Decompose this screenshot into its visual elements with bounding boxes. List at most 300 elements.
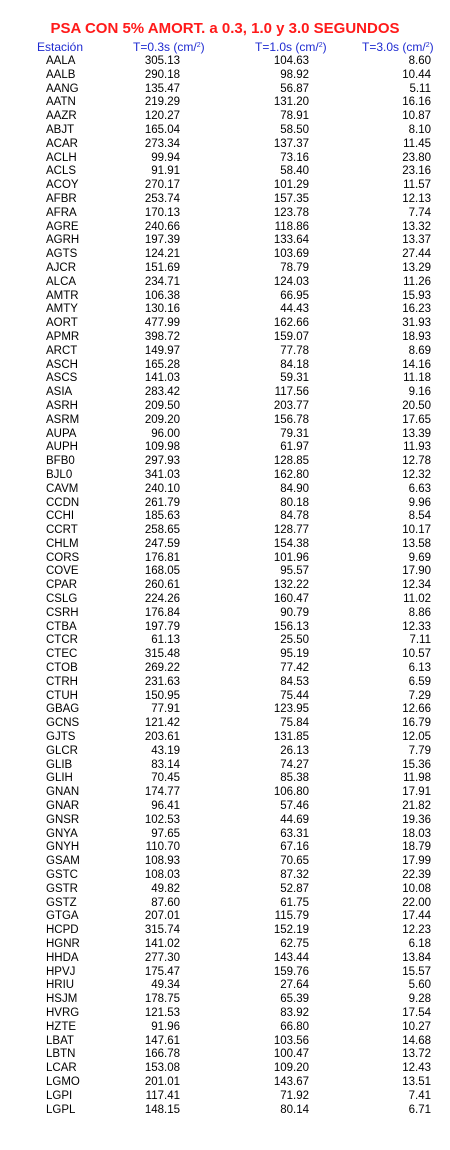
t10-value-cell: 203.77: [273, 399, 309, 412]
station-cell: HPVJ: [46, 965, 76, 978]
t30-value-cell: 8.54: [408, 510, 431, 523]
t30-value-cell: 27.44: [402, 248, 431, 261]
table-row: [0, 593, 450, 607]
t03-value-cell: 178.75: [144, 993, 180, 1006]
t30-value-cell: 8.60: [408, 55, 431, 67]
t30-value-cell: 22.00: [402, 896, 431, 909]
station-cell: GNYH: [46, 841, 80, 854]
t30-value-cell: 13.32: [402, 220, 431, 233]
station-cell: GNYA: [46, 827, 78, 840]
t30-value-cell: 11.02: [403, 593, 431, 606]
t10-value-cell: 156.13: [273, 620, 309, 633]
station-cell: AUPA: [46, 427, 77, 440]
t30-value-cell: 9.69: [408, 551, 431, 564]
table-row: [0, 731, 450, 745]
t10-value-cell: 101.29: [273, 179, 309, 192]
station-cell: HVRG: [46, 1006, 80, 1019]
table-row: [0, 759, 450, 773]
t10-value-cell: 98.92: [280, 68, 309, 81]
table-row: [0, 772, 450, 786]
station-cell: ALCA: [46, 275, 77, 288]
t03-value-cell: 165.28: [144, 358, 180, 371]
t30-value-cell: 7.74: [408, 206, 431, 219]
table-row: [0, 372, 450, 386]
t03-value-cell: 176.81: [144, 551, 180, 564]
t03-value-cell: 130.16: [144, 303, 180, 316]
t30-value-cell: 10.08: [402, 882, 431, 895]
t30-value-cell: 12.13: [402, 192, 431, 205]
t10-value-cell: 123.95: [273, 703, 309, 716]
table-row: [0, 1090, 450, 1104]
table-row: [0, 262, 450, 276]
t30-value-cell: 18.79: [402, 841, 431, 854]
t10-value-cell: 84.53: [280, 675, 309, 688]
t03-value-cell: 253.74: [144, 192, 180, 205]
t30-value-cell: 13.51: [402, 1075, 431, 1088]
t30-value-cell: 11.98: [403, 772, 431, 785]
t03-value-cell: 261.79: [144, 496, 180, 509]
table-row: [0, 83, 450, 97]
station-cell: GSTC: [46, 869, 78, 882]
t30-value-cell: 12.33: [402, 620, 431, 633]
t30-value-cell: 13.29: [402, 261, 431, 274]
t10-value-cell: 80.14: [280, 1103, 309, 1116]
table-row: [0, 690, 450, 704]
t10-value-cell: 159.07: [273, 330, 309, 343]
t10-value-cell: 66.80: [280, 1020, 309, 1033]
t30-value-cell: 17.65: [402, 413, 431, 426]
table-row: [0, 814, 450, 828]
station-cell: GSAM: [46, 855, 80, 868]
t30-value-cell: 15.93: [402, 289, 431, 302]
table-row: [0, 952, 450, 966]
t30-value-cell: 5.60: [408, 979, 431, 992]
t03-value-cell: 121.53: [144, 1006, 180, 1019]
t10-value-cell: 143.67: [273, 1075, 309, 1088]
station-cell: GLIB: [46, 758, 73, 771]
t10-value-cell: 63.31: [280, 827, 309, 840]
t03-value-cell: 99.94: [151, 151, 180, 164]
station-cell: CSRH: [46, 606, 79, 619]
table-row: [0, 648, 450, 662]
station-cell: LGPL: [46, 1103, 76, 1116]
t10-value-cell: 79.31: [280, 427, 309, 440]
t10-value-cell: 128.85: [273, 455, 309, 468]
station-cell: LBAT: [46, 1034, 74, 1047]
t10-value-cell: 61.97: [280, 441, 309, 454]
table-row: [0, 855, 450, 869]
table-row: [0, 993, 450, 1007]
t30-value-cell: 31.93: [402, 317, 431, 330]
table-row: [0, 455, 450, 469]
t30-value-cell: 21.82: [402, 800, 431, 813]
t10-value-cell: 71.92: [280, 1089, 309, 1102]
t30-value-cell: 6.63: [408, 482, 431, 495]
t10-value-cell: 128.77: [273, 524, 309, 537]
t03-value-cell: 477.99: [144, 317, 180, 330]
t03-value-cell: 185.63: [144, 510, 180, 523]
station-cell: CAVM: [46, 482, 79, 495]
station-cell: BFB0: [46, 455, 75, 468]
table-row: [0, 234, 450, 248]
t10-value-cell: 66.95: [280, 289, 309, 302]
table-row: [0, 469, 450, 483]
t30-value-cell: 14.68: [402, 1034, 431, 1047]
table-row: [0, 331, 450, 345]
t30-value-cell: 12.78: [402, 455, 431, 468]
station-cell: CORS: [46, 551, 80, 564]
table-row: [0, 165, 450, 179]
t10-value-cell: 103.69: [273, 248, 309, 261]
t10-value-cell: 160.47: [273, 593, 309, 606]
t30-value-cell: 17.54: [402, 1006, 431, 1019]
table-row: [0, 303, 450, 317]
t30-value-cell: 17.90: [402, 565, 431, 578]
t03-value-cell: 234.71: [144, 275, 180, 288]
t03-value-cell: 168.05: [144, 565, 180, 578]
t30-value-cell: 8.10: [408, 123, 431, 136]
table-row: [0, 883, 450, 897]
t10-value-cell: 58.40: [280, 165, 309, 178]
table-row: [0, 193, 450, 207]
t30-value-cell: 18.93: [402, 330, 431, 343]
station-cell: ABJT: [46, 123, 75, 136]
t30-value-cell: 14.16: [402, 358, 431, 371]
station-cell: ASRH: [46, 399, 78, 412]
t30-value-cell: 12.43: [402, 1062, 431, 1075]
table-row: [0, 662, 450, 676]
table-row: [0, 1104, 450, 1118]
table-row: [0, 290, 450, 304]
t10-value-cell: 84.18: [280, 358, 309, 371]
t30-value-cell: 12.34: [402, 579, 431, 592]
table-row: [0, 869, 450, 883]
station-cell: COVE: [46, 565, 79, 578]
station-cell: AGTS: [46, 248, 78, 261]
t10-value-cell: 154.38: [273, 537, 309, 550]
t10-value-cell: 117.56: [274, 386, 309, 399]
table-row: [0, 634, 450, 648]
t10-value-cell: 84.78: [280, 510, 309, 523]
station-cell: AFBR: [46, 192, 77, 205]
t30-value-cell: 16.16: [402, 96, 431, 109]
t30-value-cell: 13.39: [402, 427, 431, 440]
station-cell: ASCH: [46, 358, 78, 371]
table-row: [0, 607, 450, 621]
t03-value-cell: 49.34: [151, 979, 180, 992]
station-cell: ACOY: [46, 179, 79, 192]
station-cell: ARCT: [46, 344, 78, 357]
station-column-header: Estación: [37, 40, 84, 54]
station-cell: AORT: [46, 317, 78, 330]
station-cell: CCRT: [46, 524, 78, 537]
t10-value-cell: 56.87: [280, 82, 309, 95]
t10-value-cell: 57.46: [280, 800, 309, 813]
station-cell: CTCR: [46, 634, 78, 647]
t03-value-cell: 175.47: [144, 965, 180, 978]
station-cell: AATN: [46, 96, 76, 109]
t30-value-cell: 13.84: [402, 951, 431, 964]
station-cell: ASIA: [46, 386, 73, 399]
t03-value-cell: 109.98: [144, 441, 180, 454]
table-row: [0, 441, 450, 455]
table-row: [0, 966, 450, 980]
t10-value-cell: 70.65: [280, 855, 309, 868]
t30-value-cell: 11.45: [403, 137, 431, 150]
t30-value-cell: 19.36: [402, 813, 431, 826]
station-cell: CTUH: [46, 689, 78, 702]
station-cell: CTOB: [46, 662, 78, 675]
t30-value-cell: 8.86: [408, 606, 431, 619]
t30-value-cell: 13.58: [402, 537, 431, 550]
t30-value-cell: 20.50: [402, 399, 431, 412]
t30-value-cell: 6.59: [408, 675, 431, 688]
table-row: [0, 800, 450, 814]
station-cell: GLIH: [46, 772, 73, 785]
t03-value-cell: 219.29: [144, 96, 180, 109]
t03-value-cell: 150.95: [144, 689, 180, 702]
station-cell: GSTZ: [46, 896, 77, 909]
t30-value-cell: 10.44: [402, 68, 431, 81]
station-cell: BJL0: [46, 468, 73, 481]
station-cell: HRIU: [46, 979, 75, 992]
t10-value-cell: 58.50: [280, 123, 309, 136]
t30-value-cell: 6.71: [408, 1103, 431, 1116]
t03-value-cell: 149.97: [144, 344, 180, 357]
table-row: [0, 386, 450, 400]
t03-value-cell: 141.03: [144, 372, 180, 385]
t03-value-cell: 151.69: [144, 261, 180, 274]
t03-value-cell: 120.27: [144, 110, 180, 123]
t10-value-cell: 101.96: [273, 551, 309, 564]
t10-value-cell: 132.22: [273, 579, 309, 592]
table-row: [0, 938, 450, 952]
station-cell: AMTY: [46, 303, 78, 316]
t10-value-cell: 26.13: [280, 744, 309, 757]
t10-value-cell: 137.37: [273, 137, 309, 150]
t03-value-cell: 258.65: [144, 524, 180, 537]
t03-value-cell: 277.30: [144, 951, 180, 964]
t03-value-cell: 273.34: [144, 137, 180, 150]
table-row: [0, 510, 450, 524]
t03-column-header: T=0.3s (cm/$^2$): [133, 40, 205, 54]
t30-column-header: T=3.0s (cm/$^2$): [362, 40, 434, 54]
t30-value-cell: 10.27: [402, 1020, 431, 1033]
t03-value-cell: 209.50: [144, 399, 180, 412]
table-row: [0, 207, 450, 221]
station-cell: CTEC: [46, 648, 78, 661]
t30-value-cell: 11.26: [403, 275, 431, 288]
t03-value-cell: 91.91: [151, 165, 180, 178]
station-cell: CHLM: [46, 537, 79, 550]
station-cell: AAZR: [46, 110, 77, 123]
t10-value-cell: 83.92: [280, 1006, 309, 1019]
t10-value-cell: 162.66: [273, 317, 309, 330]
table-row: [0, 897, 450, 911]
t03-value-cell: 91.96: [151, 1020, 180, 1033]
t03-value-cell: 398.72: [144, 330, 180, 343]
t03-value-cell: 283.42: [144, 386, 180, 399]
t30-value-cell: 10.17: [402, 524, 431, 537]
table-row: [0, 524, 450, 538]
t10-value-cell: 95.57: [280, 565, 309, 578]
station-cell: GNAR: [46, 800, 80, 813]
t30-value-cell: 6.13: [408, 662, 431, 675]
t10-value-cell: 95.19: [280, 648, 309, 661]
t10-value-cell: 152.19: [273, 924, 309, 937]
table-row: [0, 317, 450, 331]
table-row: [0, 1076, 450, 1090]
table-row: [0, 841, 450, 855]
t10-value-cell: 80.18: [280, 496, 309, 509]
table-row: [0, 248, 450, 262]
t03-value-cell: 108.03: [144, 869, 180, 882]
station-cell: LGMO: [46, 1075, 80, 1088]
table-row: [0, 152, 450, 166]
t30-value-cell: 6.18: [408, 938, 431, 950]
t03-value-cell: 83.14: [151, 758, 180, 771]
t30-value-cell: 23.80: [402, 151, 431, 164]
t10-column-header: T=1.0s (cm/$^2$): [255, 40, 327, 54]
t10-value-cell: 118.86: [274, 220, 309, 233]
t10-value-cell: 27.64: [280, 979, 309, 992]
table-row: [0, 786, 450, 800]
t03-value-cell: 174.77: [144, 786, 180, 799]
table-row: [0, 979, 450, 993]
t03-value-cell: 224.26: [144, 593, 180, 606]
t10-value-cell: 61.75: [280, 896, 309, 909]
table-row: [0, 924, 450, 938]
t10-value-cell: 87.32: [280, 869, 309, 882]
t10-value-cell: 156.78: [273, 413, 309, 426]
t03-value-cell: 49.82: [151, 882, 180, 895]
t03-value-cell: 341.03: [144, 468, 180, 481]
t30-value-cell: 10.57: [402, 648, 431, 661]
t10-value-cell: 67.16: [280, 841, 309, 854]
t03-value-cell: 203.61: [144, 731, 180, 744]
t03-value-cell: 108.93: [144, 855, 180, 868]
station-cell: CCDN: [46, 496, 80, 509]
t30-value-cell: 5.11: [409, 82, 431, 95]
t03-value-cell: 77.91: [151, 703, 180, 716]
t30-value-cell: 18.03: [402, 827, 431, 840]
t30-value-cell: 17.99: [402, 855, 431, 868]
station-cell: AUPH: [46, 441, 78, 454]
station-cell: ASRM: [46, 413, 80, 426]
t03-value-cell: 269.22: [144, 662, 180, 675]
t30-value-cell: 15.36: [402, 758, 431, 771]
table-row: [0, 910, 450, 924]
table-row: [0, 124, 450, 138]
station-cell: ASCS: [46, 372, 78, 385]
t03-value-cell: 97.65: [151, 827, 180, 840]
t30-value-cell: 8.69: [408, 344, 431, 357]
t03-value-cell: 231.63: [144, 675, 180, 688]
table-row: [0, 1007, 450, 1021]
t03-value-cell: 96.00: [151, 427, 180, 440]
t30-value-cell: 12.32: [402, 468, 431, 481]
table-row: [0, 359, 450, 373]
t03-value-cell: 43.19: [151, 744, 180, 757]
t30-value-cell: 7.11: [409, 634, 431, 647]
t30-value-cell: 16.79: [402, 717, 431, 730]
station-cell: AMTR: [46, 289, 79, 302]
table-row: [0, 538, 450, 552]
t03-value-cell: 102.53: [144, 813, 180, 826]
t30-value-cell: 12.66: [402, 703, 431, 716]
table-row: [0, 414, 450, 428]
station-cell: GJTS: [46, 731, 76, 744]
table-row: [0, 96, 450, 110]
station-cell: LGPI: [46, 1089, 73, 1102]
t03-value-cell: 315.48: [144, 648, 180, 661]
station-cell: GSTR: [46, 882, 78, 895]
t10-value-cell: 131.85: [273, 731, 309, 744]
t10-value-cell: 131.20: [273, 96, 309, 109]
t30-value-cell: 12.05: [402, 731, 431, 744]
t03-value-cell: 297.93: [144, 455, 180, 468]
station-cell: GTGA: [46, 910, 79, 923]
t10-value-cell: 84.90: [280, 482, 309, 495]
t30-value-cell: 11.93: [403, 441, 431, 454]
station-cell: ACLS: [46, 165, 77, 178]
table-row: [0, 400, 450, 414]
table-row: [0, 579, 450, 593]
table-row: [0, 138, 450, 152]
t03-value-cell: 240.10: [144, 482, 180, 495]
t03-value-cell: 135.47: [144, 82, 180, 95]
t30-value-cell: 23.16: [402, 165, 431, 178]
t10-value-cell: 106.80: [273, 786, 309, 799]
t10-value-cell: 44.43: [280, 303, 309, 316]
t03-value-cell: 176.84: [144, 606, 180, 619]
station-cell: HSJM: [46, 993, 78, 1006]
station-cell: AGRE: [46, 220, 79, 233]
t03-value-cell: 117.41: [145, 1089, 180, 1102]
t03-value-cell: 124.21: [144, 248, 180, 261]
t30-value-cell: 11.57: [403, 179, 431, 192]
station-cell: ACAR: [46, 137, 78, 150]
station-cell: LCAR: [46, 1062, 77, 1075]
t03-value-cell: 96.41: [151, 800, 180, 813]
t30-value-cell: 16.23: [402, 303, 431, 316]
table-row: [0, 1021, 450, 1035]
t03-value-cell: 209.20: [144, 413, 180, 426]
t10-value-cell: 123.78: [273, 206, 309, 219]
t30-value-cell: 9.16: [408, 386, 431, 399]
station-cell: HHDA: [46, 951, 79, 964]
station-cell: APMR: [46, 330, 80, 343]
table-row: [0, 55, 450, 69]
t10-value-cell: 78.91: [280, 110, 309, 123]
t10-value-cell: 104.63: [273, 55, 309, 67]
t10-value-cell: 115.79: [274, 910, 309, 923]
t10-value-cell: 103.56: [273, 1034, 309, 1047]
t30-value-cell: 9.28: [408, 993, 431, 1006]
t10-value-cell: 109.20: [273, 1062, 309, 1075]
t10-value-cell: 143.44: [273, 951, 309, 964]
station-cell: AGRH: [46, 234, 80, 247]
t03-value-cell: 87.60: [151, 896, 180, 909]
table-row: [0, 69, 450, 83]
station-cell: HGNR: [46, 938, 80, 950]
t10-value-cell: 73.16: [280, 151, 309, 164]
t03-value-cell: 166.78: [144, 1048, 180, 1061]
t10-value-cell: 44.69: [280, 813, 309, 826]
station-cell: AALA: [46, 55, 76, 67]
station-cell: CSLG: [46, 593, 78, 606]
table-row: [0, 428, 450, 442]
